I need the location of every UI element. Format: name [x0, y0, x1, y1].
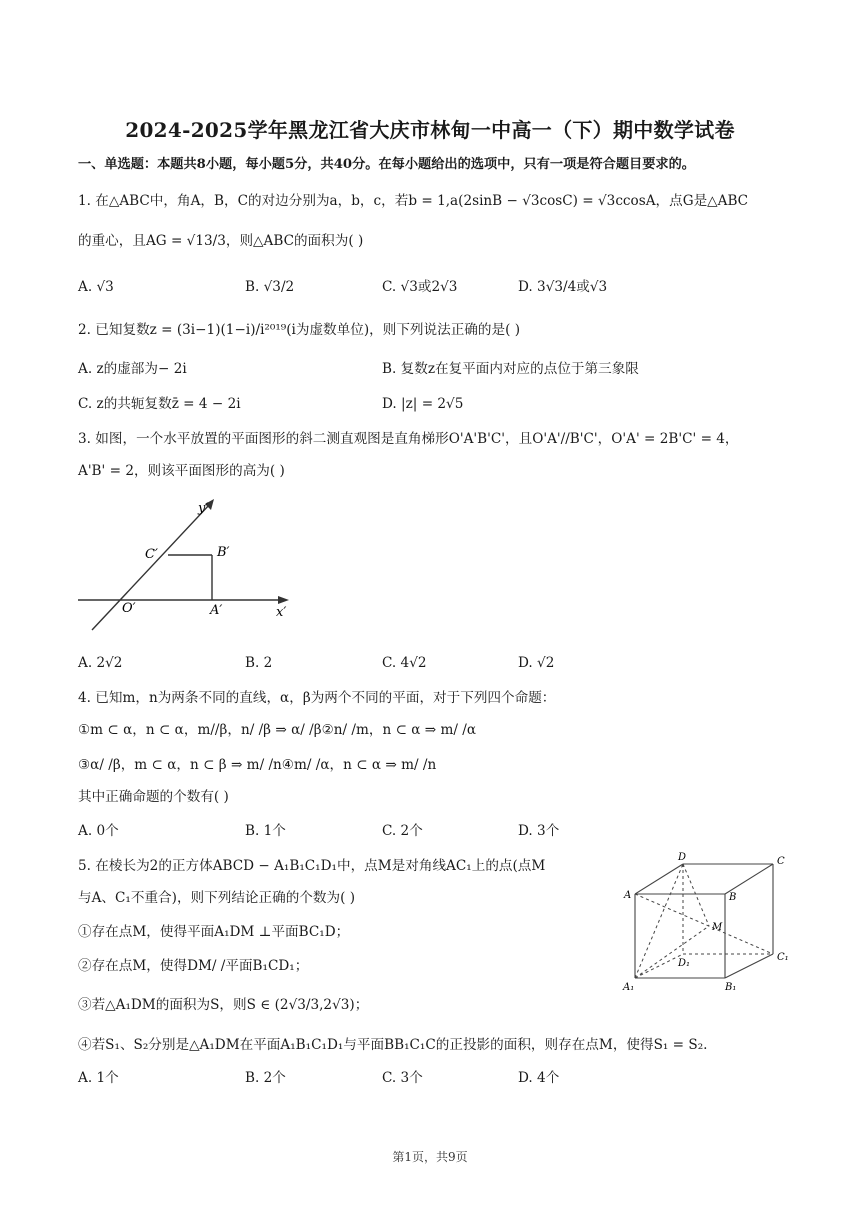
q4-option-a: A. 0个: [78, 823, 119, 839]
diag-ac1: [635, 894, 773, 954]
cube-label-b1: B₁: [725, 982, 737, 993]
q2-line1: 2. 已知复数z = (3i−1)(1−i)/i²⁰¹⁹(i为虚数单位)，则下列说法正确的是( ): [78, 322, 521, 338]
q1-line2: 的重心，且AG = √13/3，则△ABC的面积为( ): [78, 233, 364, 249]
cube-label-d1: D₁: [678, 958, 691, 969]
seg-a1m: [635, 926, 709, 978]
label-b: B′: [217, 545, 230, 560]
page-title: 2024-2025学年黑龙江省大庆市林甸一中高一（下）期中数学试卷: [125, 118, 735, 142]
q1-option-a: A. √3: [78, 279, 114, 295]
cube-edge-a1d1: [635, 954, 683, 978]
y-axis: [92, 504, 210, 630]
q5-line1: 5. 在棱长为2的正方体ABCD − A₁B₁C₁D₁中，点M是对角线AC₁上的点(点M: [78, 858, 546, 874]
q5-option-c: C. 3个: [382, 1070, 423, 1086]
cube-edge-b1c1: [725, 954, 773, 978]
q4-option-b: B. 1个: [245, 823, 286, 839]
cube-label-m: M: [712, 922, 723, 933]
seg-a1d: [635, 864, 683, 978]
q2-option-a: A. z的虚部为− 2i: [78, 361, 187, 377]
cube-edge-bc: [725, 864, 773, 894]
q2-option-d: D. |z| = 2√5: [382, 396, 464, 412]
q1-option-d: D. 3√3/4或√3: [518, 279, 608, 295]
q5-option-b: B. 2个: [245, 1070, 286, 1086]
q4-line4: 其中正确命题的个数有( ): [78, 789, 229, 805]
q4-line3: ③α/ /β，m ⊂ α，n ⊂ β ⇒ m/ /n④m/ /α，n ⊂ α ⇒ m/ /n: [78, 757, 437, 773]
label-y: y′: [198, 501, 209, 516]
q4-line2: ①m ⊂ α，n ⊂ α，m//β，n/ /β ⇒ α/ /β②n/ /m，n ⊂ α ⇒ m/ /α: [78, 722, 477, 738]
q5-line5: ③若△A₁DM的面积为S，则S ∈ (2√3/3,2√3)；: [78, 997, 369, 1013]
q1-option-c: C. √3或2√3: [382, 279, 458, 295]
q4-option-d: D. 3个: [518, 823, 560, 839]
label-o: O′: [122, 601, 136, 616]
q3-option-c: C. 4√2: [382, 655, 427, 671]
oblique-trapezoid-figure: [70, 490, 310, 640]
cube-label-b: B: [729, 892, 737, 903]
q1-option-b: B. √3/2: [245, 279, 295, 295]
cube-label-a: A: [624, 890, 632, 901]
q5-line2: 与A、C₁不重合)，则下列结论正确的个数为( ): [78, 890, 355, 906]
q3-option-b: B. 2: [245, 655, 273, 671]
cube-label-a1: A₁: [623, 982, 635, 993]
cube-figure: [615, 850, 790, 995]
cube-label-c: C: [777, 856, 785, 867]
q5-line3: ①存在点M，使得平面A₁DM ⊥平面BC₁D；: [78, 924, 350, 940]
q3-line1: 3. 如图，一个水平放置的平面图形的斜二测直观图是直角梯形O'A'B'C'，且O'A'//B'C'，O'A' = 2B'C' = 4，: [78, 431, 739, 447]
cube-edge-ad: [635, 864, 683, 894]
q5-line4: ②存在点M，使得DM/ /平面B₁CD₁；: [78, 958, 309, 974]
section-heading: 一、单选题：本题共8小题，每小题5分，共40分。在每小题给出的选项中，只有一项是符合题目要求的。: [78, 157, 695, 172]
label-x: x′: [276, 605, 287, 620]
q2-option-b: B. 复数z在复平面内对应的点位于第三象限: [382, 361, 639, 377]
q3-option-a: A. 2√2: [78, 655, 123, 671]
q3-line2: A'B' = 2，则该平面图形的高为( ): [78, 463, 285, 479]
cube-label-d: D: [678, 852, 687, 863]
q3-option-d: D. √2: [518, 655, 555, 671]
page-footer: 第1页，共9页: [392, 1150, 468, 1164]
q4-line1: 4. 已知m，n为两条不同的直线，α，β为两个不同的平面，对于下列四个命题：: [78, 690, 556, 706]
label-c: C′: [145, 547, 158, 562]
q5-option-a: A. 1个: [78, 1070, 119, 1086]
q1-line1: 1. 在△ABC中，角A，B，C的对边分别为a，b，c，若b = 1,a(2sinB − √3cosC) = √3ccosA，点G是△ABC: [78, 193, 749, 209]
cube-label-c1: C₁: [777, 952, 789, 963]
q5-option-d: D. 4个: [518, 1070, 560, 1086]
q5-line6: ④若S₁、S₂分别是△A₁DM在平面A₁B₁C₁D₁与平面BB₁C₁C的正投影的面积，则存在点M，使得S₁ = S₂.: [78, 1037, 708, 1053]
q2-option-c: C. z的共轭复数z̄ = 4 − 2i: [78, 396, 241, 412]
q4-option-c: C. 2个: [382, 823, 423, 839]
label-a: A′: [210, 603, 223, 618]
x-axis-arrow: [278, 596, 289, 604]
